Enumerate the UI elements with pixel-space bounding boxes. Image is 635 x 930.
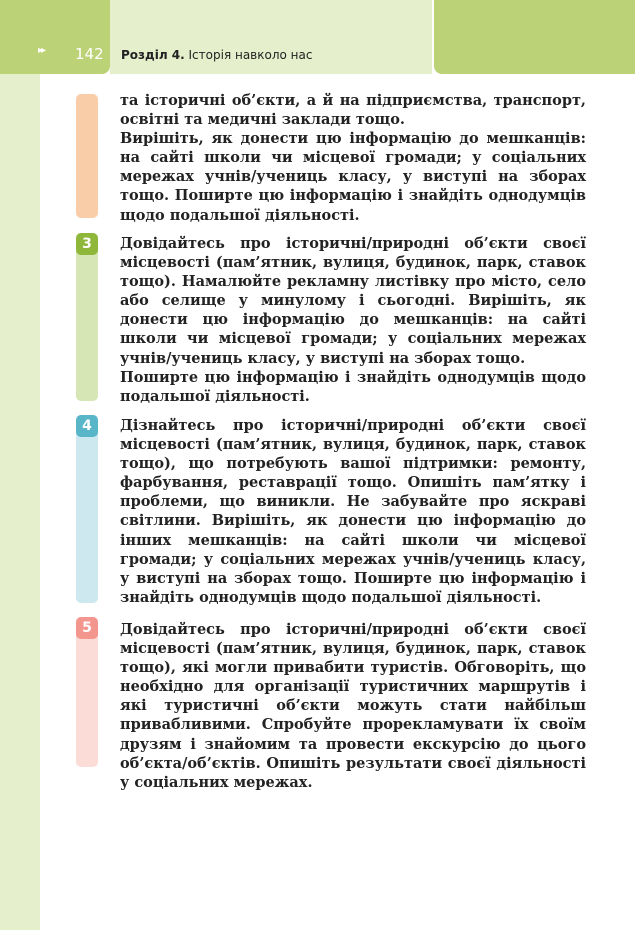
task-3-text bbox=[120, 234, 586, 406]
task-5-text bbox=[120, 620, 586, 792]
header-band bbox=[110, 0, 432, 74]
task-bar-green bbox=[76, 233, 98, 401]
task-bar-blue bbox=[76, 415, 98, 603]
paragraph: та історичні об’єкти, а й на підприємства, транспорт, освітні та медичні заклади тощо. bbox=[120, 92, 586, 129]
header-right-block bbox=[434, 0, 635, 74]
section-title bbox=[121, 48, 312, 62]
task-number-badge: 5 bbox=[76, 617, 98, 639]
section-label: Розділ 4. bbox=[121, 48, 185, 62]
task-number-badge: 4 bbox=[76, 415, 98, 437]
page-number: 142 bbox=[75, 45, 104, 63]
task-bar-orange bbox=[76, 94, 98, 218]
paragraph: Довідайтесь про історичні/природні об’єкти своєї місцевості (пам’ятник, вулиця, будинок, парк, ставок тощо), які могли привабити туристів. Обговоріть, що необхідно для організації туристичних маршрутів і які туристичні об’єкти можуть стати найбільш привабливими. Спробуйте прорекламувати їх своїм друзям і знайомим та провести екскурсію до цього об’єкта/об’єктів. Опишіть результати своєї діяльності у соціальних мережах. bbox=[120, 621, 586, 791]
paragraph: Поширте цю інформацію і знайдіть однодумців щодо подальшої діяльності. bbox=[120, 368, 586, 405]
section-name: Історія навколо нас bbox=[184, 48, 313, 62]
task-bar-pink bbox=[76, 617, 98, 767]
task-number-badge: 3 bbox=[76, 233, 98, 255]
arrows-icon: ▸▸ bbox=[38, 45, 45, 56]
left-margin-strip bbox=[0, 0, 40, 930]
task-continuation-text bbox=[120, 91, 586, 225]
paragraph: Довідайтесь про історичні/природні об’єкти своєї місцевості (пам’ятник, вулиця, будинок, парк, ставок тощо). Намалюйте рекламну листівку про місто, село або селище у минулому і сьогодні. Вирішіть, як донести цю інформацію до мешканців: на сайті школи чи місцевої громади; у соціальних мережах учнів/учениць класу, у виступі на зборах тощо. bbox=[120, 235, 586, 367]
paragraph: Дізнайтесь про історичні/природні об’єкти своєї місцевості (пам’ятник, вулиця, будинок, парк, ставок тощо), що потребують вашої підтримки: ремонту, фарбування, реставрації тощо. Опишіть пам’ятку і проблеми, що виникли. Не забувайте про яскраві світлини. Вирішіть, як донести цю інформацію до інших мешканців: на сайті школи чи місцевої громади; у соціальних мережах учнів/учениць класу, у виступі на зборах тощо. Поширте цю інформацію і знайдіть однодумців щодо подальшої діяльності. bbox=[120, 417, 586, 606]
paragraph: Вирішіть, як донести цю інформацію до мешканців: на сайті школи чи місцевої громади; у соціальних мережах учнів/учениць класу, у виступі на зборах тощо. Поширте цю інформацію і знайдіть однодумців щодо подальшої діяльності. bbox=[120, 130, 586, 224]
task-4-text bbox=[120, 416, 586, 607]
